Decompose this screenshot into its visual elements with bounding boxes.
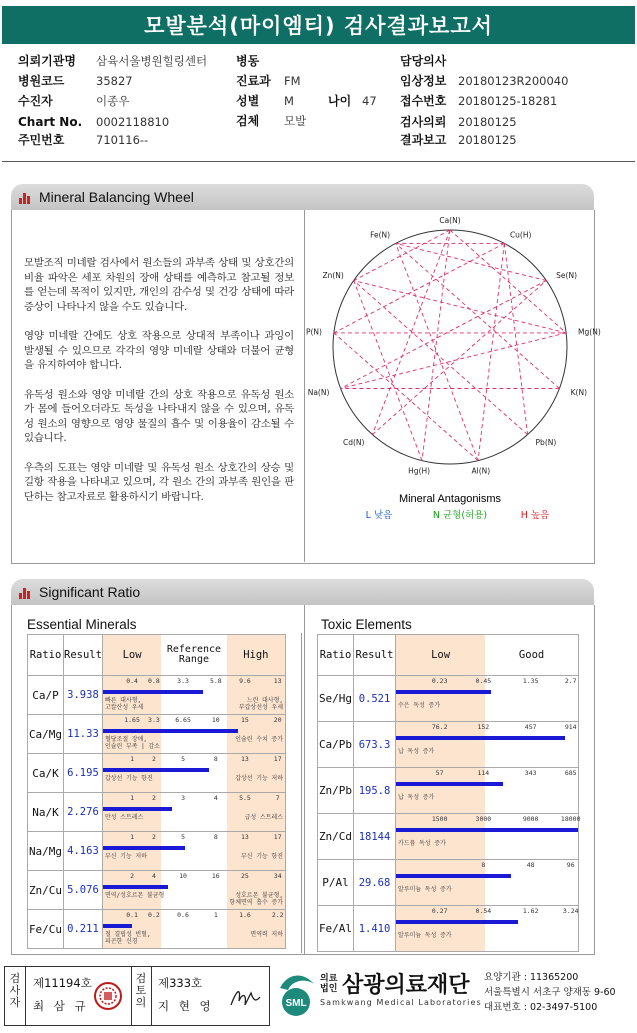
ratio-bar [103,807,172,811]
hospital-code-value: 35827 [96,74,133,88]
tick-label: 3.3 [177,677,189,685]
org-phone: 대표번호 : 02-3497-5100 [484,1002,598,1013]
ratio-result: 2.276 [64,793,103,832]
ratio-row [28,871,286,910]
recipient-label: 수진자 [18,94,53,108]
tester-seal [93,981,123,1011]
ratio-name: Ca/Mg [28,715,64,754]
ratio-note: 납 독성 증가 [398,748,435,755]
tick-label: 1 [130,755,135,763]
tick-label: 18000 [560,815,581,823]
tick-label: 13 [241,833,249,841]
ratio-row [28,832,286,871]
logo-text: SML [285,998,307,1009]
wheel-heading-text: Mineral Balancing Wheel [39,189,194,205]
ratio-result: 0.521 [354,676,396,722]
accession-label: 접수번호 [400,94,447,108]
ratio-name: Se/Hg [318,676,354,722]
tick-label: 1 [213,911,218,919]
ratio-name: Ca/K [28,754,64,793]
ratio-graph [396,860,579,906]
tick-label: 7 [275,794,280,802]
tick-label: 8 [481,861,486,869]
essential-minerals-table [27,634,286,949]
ratio-result: 4.163 [64,832,103,871]
ratio-name: Fe/Cu [28,910,64,949]
tick-label: 17 [273,833,282,841]
antagonism-line [478,243,504,460]
ratio-bar [396,828,578,832]
org-name: 삼광의료재단 [342,973,470,998]
ratio-result: 11.33 [64,715,103,754]
ratio-graph [102,676,285,715]
tester-name: 최 삼 규 [33,999,89,1013]
rrn-label: 주민번호 [18,133,65,147]
bar-chart-icon [19,191,33,204]
ratio-note: 면역/성호르몬 불균형 [104,892,165,899]
ratio-name: Zn/Pb [318,768,354,814]
tester-label: 검사자 [9,972,21,1009]
requester-label: 의뢰기관명 [18,54,76,68]
antagonism-line [341,333,567,389]
tick-label: 0.1 [126,911,138,919]
tick-label: 25 [241,872,249,880]
specimen-value: 모발 [284,114,307,128]
ratio-note: 면역력 저하 [250,931,283,938]
hospital-code-label: 병원코드 [18,74,65,88]
tick-label: 0.4 [126,677,138,685]
tick-label: 9000 [522,815,539,823]
doctor-label: 담당의사 [400,54,447,68]
ratio-note: 갑상선 기능 항진 [104,775,153,782]
org-prefix: 의료 법인 [320,974,338,994]
col-reference-range: Reference Range [166,644,222,665]
col-result: Result [354,635,396,676]
tick-labels [103,833,285,842]
chart-label: Chart No. [18,115,83,129]
ratio-result: 18144 [354,814,396,860]
tick-label: 152 [477,723,490,731]
ratio-result: 5.076 [64,871,103,910]
wheel-node-label: Se(N) [556,270,578,280]
tick-labels [396,815,581,824]
legend-item: N 균형(허용) [432,510,488,521]
org-address: 서울특별시 서초구 양재동 9-60 [484,987,616,998]
sex-label: 성별 [236,94,260,108]
tick-label: 1 [130,833,135,841]
tick-label: 20 [273,716,282,724]
reviewer-signature [227,985,263,1011]
tick-label: 0.54 [475,907,492,915]
tick-labels [103,911,285,920]
tick-labels [396,723,578,732]
tick-labels [103,794,285,803]
wheel-title: Mineral Antagonisms [398,493,502,505]
antagonism-line [334,243,505,332]
ward-label: 병동 [236,54,260,68]
ratio-row [318,906,579,952]
ratio-name: Ca/Pb [318,722,354,768]
wheel-node-label: Zn(N) [322,270,344,280]
dept-value: FM [284,74,301,88]
tick-labels [103,755,285,764]
ratio-note: 부신 기능 저하 [104,853,147,860]
antagonism-line [372,230,450,435]
ratio-name: Ca/P [28,676,64,715]
clinical-value: 20180123R200040 [458,74,569,88]
col-high: High [227,635,285,675]
essential-minerals-title: Essential Minerals [27,617,137,632]
tick-label: 76.2 [431,723,448,731]
result-report-value: 20180125 [458,133,517,147]
org-code: 요양기관 : 11365200 [484,972,579,983]
ratio-note: 납 독성 증가 [398,794,435,801]
tick-label: 4 [213,794,218,802]
tick-labels [396,861,578,870]
tick-label: 2 [151,755,156,763]
wheel-paragraph: 영양 미네랄 간에도 상호 작용으로 상대적 부족이나 과잉이 발생될 수 있으므로 각각의 영양 미네랄 상태와 더불어 균형을 유지하여야 합니다. [24,330,294,371]
ratio-note: 부신 기능 항진 [240,853,283,860]
tick-label: 3.3 [148,716,160,724]
header-divider [2,161,635,162]
tick-label: 2 [130,872,135,880]
wheel-description [24,256,294,519]
wheel-node-label: Cd(N) [342,438,365,448]
ratio-row [28,793,286,832]
tick-label: 3 [181,794,185,802]
tick-label: 6.65 [175,716,191,724]
tick-label: 1.35 [522,677,539,685]
ratio-graph [102,793,285,832]
tick-label: 0.27 [431,907,448,915]
reviewer-name: 지 현 영 [158,999,214,1013]
antagonism-line [354,230,450,281]
tick-label: 685 [564,769,577,777]
legend-item: L 낮음 [365,510,393,521]
wheel-node-label: Mg(N) [578,327,601,337]
ratio-bar [103,729,238,733]
tick-label: 1.65 [124,716,140,724]
requester-value: 삼육서울병원힐링센터 [96,54,208,68]
tick-label: 2.2 [271,911,284,919]
age-value: 47 [362,94,377,108]
bar-chart-icon [19,586,33,599]
tick-label: 914 [564,723,577,731]
tick-label: 3.24 [562,907,579,915]
tick-label: 0.23 [431,677,448,685]
antagonism-line [504,243,527,434]
tick-labels [396,677,578,686]
wheel-paragraph: 유독성 원소와 영양 미네랄 간의 상호 작용으로 유독성 원소가 몸에 들어오더라도 독성을 나타내지 않을 수 있으며, 유독성 원소의 영향으로 영양 물질의 흡수 및 이용율이 감소될 수 있습니다. [24,388,294,444]
ratio-bar [396,690,491,694]
tick-labels [103,677,285,686]
tick-label: 8 [213,755,218,763]
col-ratio: Ratio [318,635,354,676]
ratio-section-heading [11,579,594,605]
col-good: Good [518,649,545,661]
wheel-node-label: P(N) [305,327,322,337]
ratio-note: 빠른 대사형, 고칼산성 우세 [104,697,144,711]
antagonism-line [396,243,560,388]
col-ratio: Ratio [28,635,64,676]
tick-label: 5 [181,833,185,841]
ratio-bar [396,782,503,786]
tick-label: 5.8 [209,677,222,685]
ratio-result: 1.410 [354,906,396,952]
tick-label: 343 [524,769,537,777]
wheel-node-label: Pb(N) [535,438,557,448]
tick-label: 5 [181,755,185,763]
ratio-row [28,715,286,754]
wheel-paragraph: 우측의 도표는 영양 미네랄 및 유독성 원소 상호간의 상승 및 길항 작용을 나타내고 있으며, 각 원소 간의 과부족 원인을 판단하는 참고자료로 활용하시기 바랍니다. [24,461,294,503]
ratio-graph [396,676,579,722]
ratio-result: 6.195 [64,754,103,793]
ratio-graph [102,832,285,871]
ratio-bar [103,924,132,928]
tick-label: 3000 [475,815,492,823]
tick-label: 2 [151,794,156,802]
ratio-graph [396,814,579,860]
tick-label: 2.7 [564,677,577,685]
tick-label: 10 [179,872,187,880]
ratio-row [28,910,286,949]
ratio-name: Fe/Al [318,906,354,952]
tick-label: 0.6 [177,911,189,919]
ratio-note: 철 결핍성 빈혈, 피곤한 신경 [104,931,151,945]
antagonism-line [396,243,478,460]
col-low: Low [396,635,485,675]
ratio-row [28,754,286,793]
ratio-result: 195.8 [354,768,396,814]
col-result: Result [64,635,103,676]
ratio-result: 3.938 [64,676,103,715]
tick-label: 96 [566,861,575,869]
wheel-node-label: Hg(H) [408,466,431,476]
specimen-label: 검체 [236,114,260,128]
ratio-bar [103,885,169,889]
tick-label: 16 [211,872,220,880]
ratio-row [318,860,579,906]
tick-label: 0.8 [148,677,160,685]
dept-label: 진료과 [236,74,271,88]
ratio-result: 673.3 [354,722,396,768]
wheel-node-label: Al(N) [471,466,491,476]
tick-label: 9.6 [239,677,251,685]
tick-labels [103,872,285,881]
tick-label: 1500 [431,815,448,823]
rrn-value: 710116-- [96,133,149,147]
ratio-name: Zn/Cu [28,871,64,910]
ratio-bar [103,690,203,694]
legend-item: H 높음 [520,510,550,521]
tick-label: 4 [151,872,156,880]
ratio-bar [103,846,185,850]
antagonism-line [354,281,422,461]
tick-label: 13 [241,755,249,763]
ratio-note: 갑상선 기능 저하 [235,775,283,782]
org-english-name: Samkwang Medical Laboratories [320,998,482,1007]
tick-label: 0.2 [148,911,160,919]
ratio-name: Na/K [28,793,64,832]
col-low: Low [103,635,161,675]
tick-label: 0.45 [475,677,492,685]
tick-labels [396,907,578,916]
test-request-value: 20180125 [458,115,517,129]
ratio-graph [102,910,285,949]
tester-license: 제11194호 [33,976,92,990]
tick-label: 13 [273,677,282,685]
tick-labels [396,769,578,778]
ratio-heading-text: Significant Ratio [39,584,141,600]
tick-label: 15 [241,716,249,724]
ratio-note: 느린 대사형, 부갑상선성 우세 [238,697,283,711]
ratio-row [318,676,579,722]
chart-value: 0002118810 [96,115,170,129]
ratio-graph [396,768,579,814]
ratio-graph [396,722,579,768]
tick-label: 34 [273,872,282,880]
org-contact [484,970,616,1015]
accession-value: 20180125-18281 [458,94,558,108]
recipient-value: 이종우 [96,94,130,108]
wheel-circle [333,230,567,464]
ratio-result: 0.211 [64,910,103,949]
wheel-node-label: K(N) [570,388,588,398]
ratio-row [28,676,286,715]
wheel-section-heading [11,184,594,210]
sex-value: M [284,94,294,108]
wheel-node-label: Ca(N) [439,216,461,225]
test-request-label: 검사의뢰 [400,115,447,129]
toxic-elements-table [317,634,579,952]
tick-label: 5.5 [239,794,251,802]
report-title: 모발분석(마이엠티) 검사결과보고서 [2,6,635,44]
ratio-note: 성호르몬 불균형, 항체면역 흡수 증가 [229,892,283,906]
ratio-result: 29.68 [354,860,396,906]
ratio-row [318,768,579,814]
ratio-bar [396,874,511,878]
ratio-note: 카드뮴 독성 증가 [398,840,446,847]
clinical-label: 임상정보 [400,74,447,88]
signature-box [4,966,270,1026]
toxic-elements-title: Toxic Elements [321,617,412,632]
ratio-bar [103,768,209,772]
wheel-node-label: Fe(N) [370,230,391,240]
ratio-graph [102,715,285,754]
ratio-note: 인슐린 수치 증가 [235,736,283,743]
ratio-graph [396,906,579,952]
ratio-note: 혈당조절 장애, 인슐린 부족 | 감소 [104,736,160,750]
tick-label: 8 [213,833,218,841]
mineral-antagonism-wheel [305,210,601,562]
tick-label: 17 [273,755,282,763]
tick-label: 457 [524,723,537,731]
footer [2,966,635,1028]
wheel-paragraph: 모발조직 미네랄 검사에서 원소들의 과부족 상태 및 상호간의 비율 파악은 세포 차원의 장애 상태를 예측하고 참고될 정보를 얻는데 목적이 있지만, 개인의 감수성 및 건강 상태에 따라 증상이 나타나지 않을 수도 있습니다. [24,257,294,313]
ratio-name: Na/Mg [28,832,64,871]
reviewer-label: 검토의 [135,972,147,1009]
ratio-bar [396,736,565,740]
antagonism-line [354,281,566,333]
ratio-row [318,814,579,860]
tick-label: 57 [435,769,444,777]
ratio-bar [396,920,518,924]
tick-label: 1.6 [239,911,251,919]
tick-label: 10 [211,716,220,724]
wheel-diagram-box [304,210,601,562]
tick-label: 1.62 [522,907,539,915]
ratio-name: P/Al [318,860,354,906]
ratio-note: 수은 독성 증가 [398,702,441,709]
age-label: 나이 [328,94,352,108]
tick-label: 1 [130,794,135,802]
ratio-graph [102,754,285,793]
ratio-name: Zn/Cd [318,814,354,860]
ratio-row [318,722,579,768]
wheel-node-label: Cu(H) [509,230,532,240]
ratio-note: 만성 스트레스 [104,814,144,821]
reviewer-license: 제333호 [158,976,203,990]
result-report-label: 결과보고 [400,133,447,147]
ratio-note: 급성 스트레스 [244,814,283,821]
ratio-note: 알루미늄 독성 증가 [398,886,452,893]
ratio-graph [102,871,285,910]
tick-label: 48 [526,861,535,869]
tick-labels [103,716,285,725]
wheel-node-label: Na(N) [307,388,330,398]
ratio-note: 알루미늄 독성 증가 [398,932,452,939]
tick-label: 2 [151,833,156,841]
tick-label: 114 [477,769,490,777]
sml-logo-icon [274,970,320,1020]
